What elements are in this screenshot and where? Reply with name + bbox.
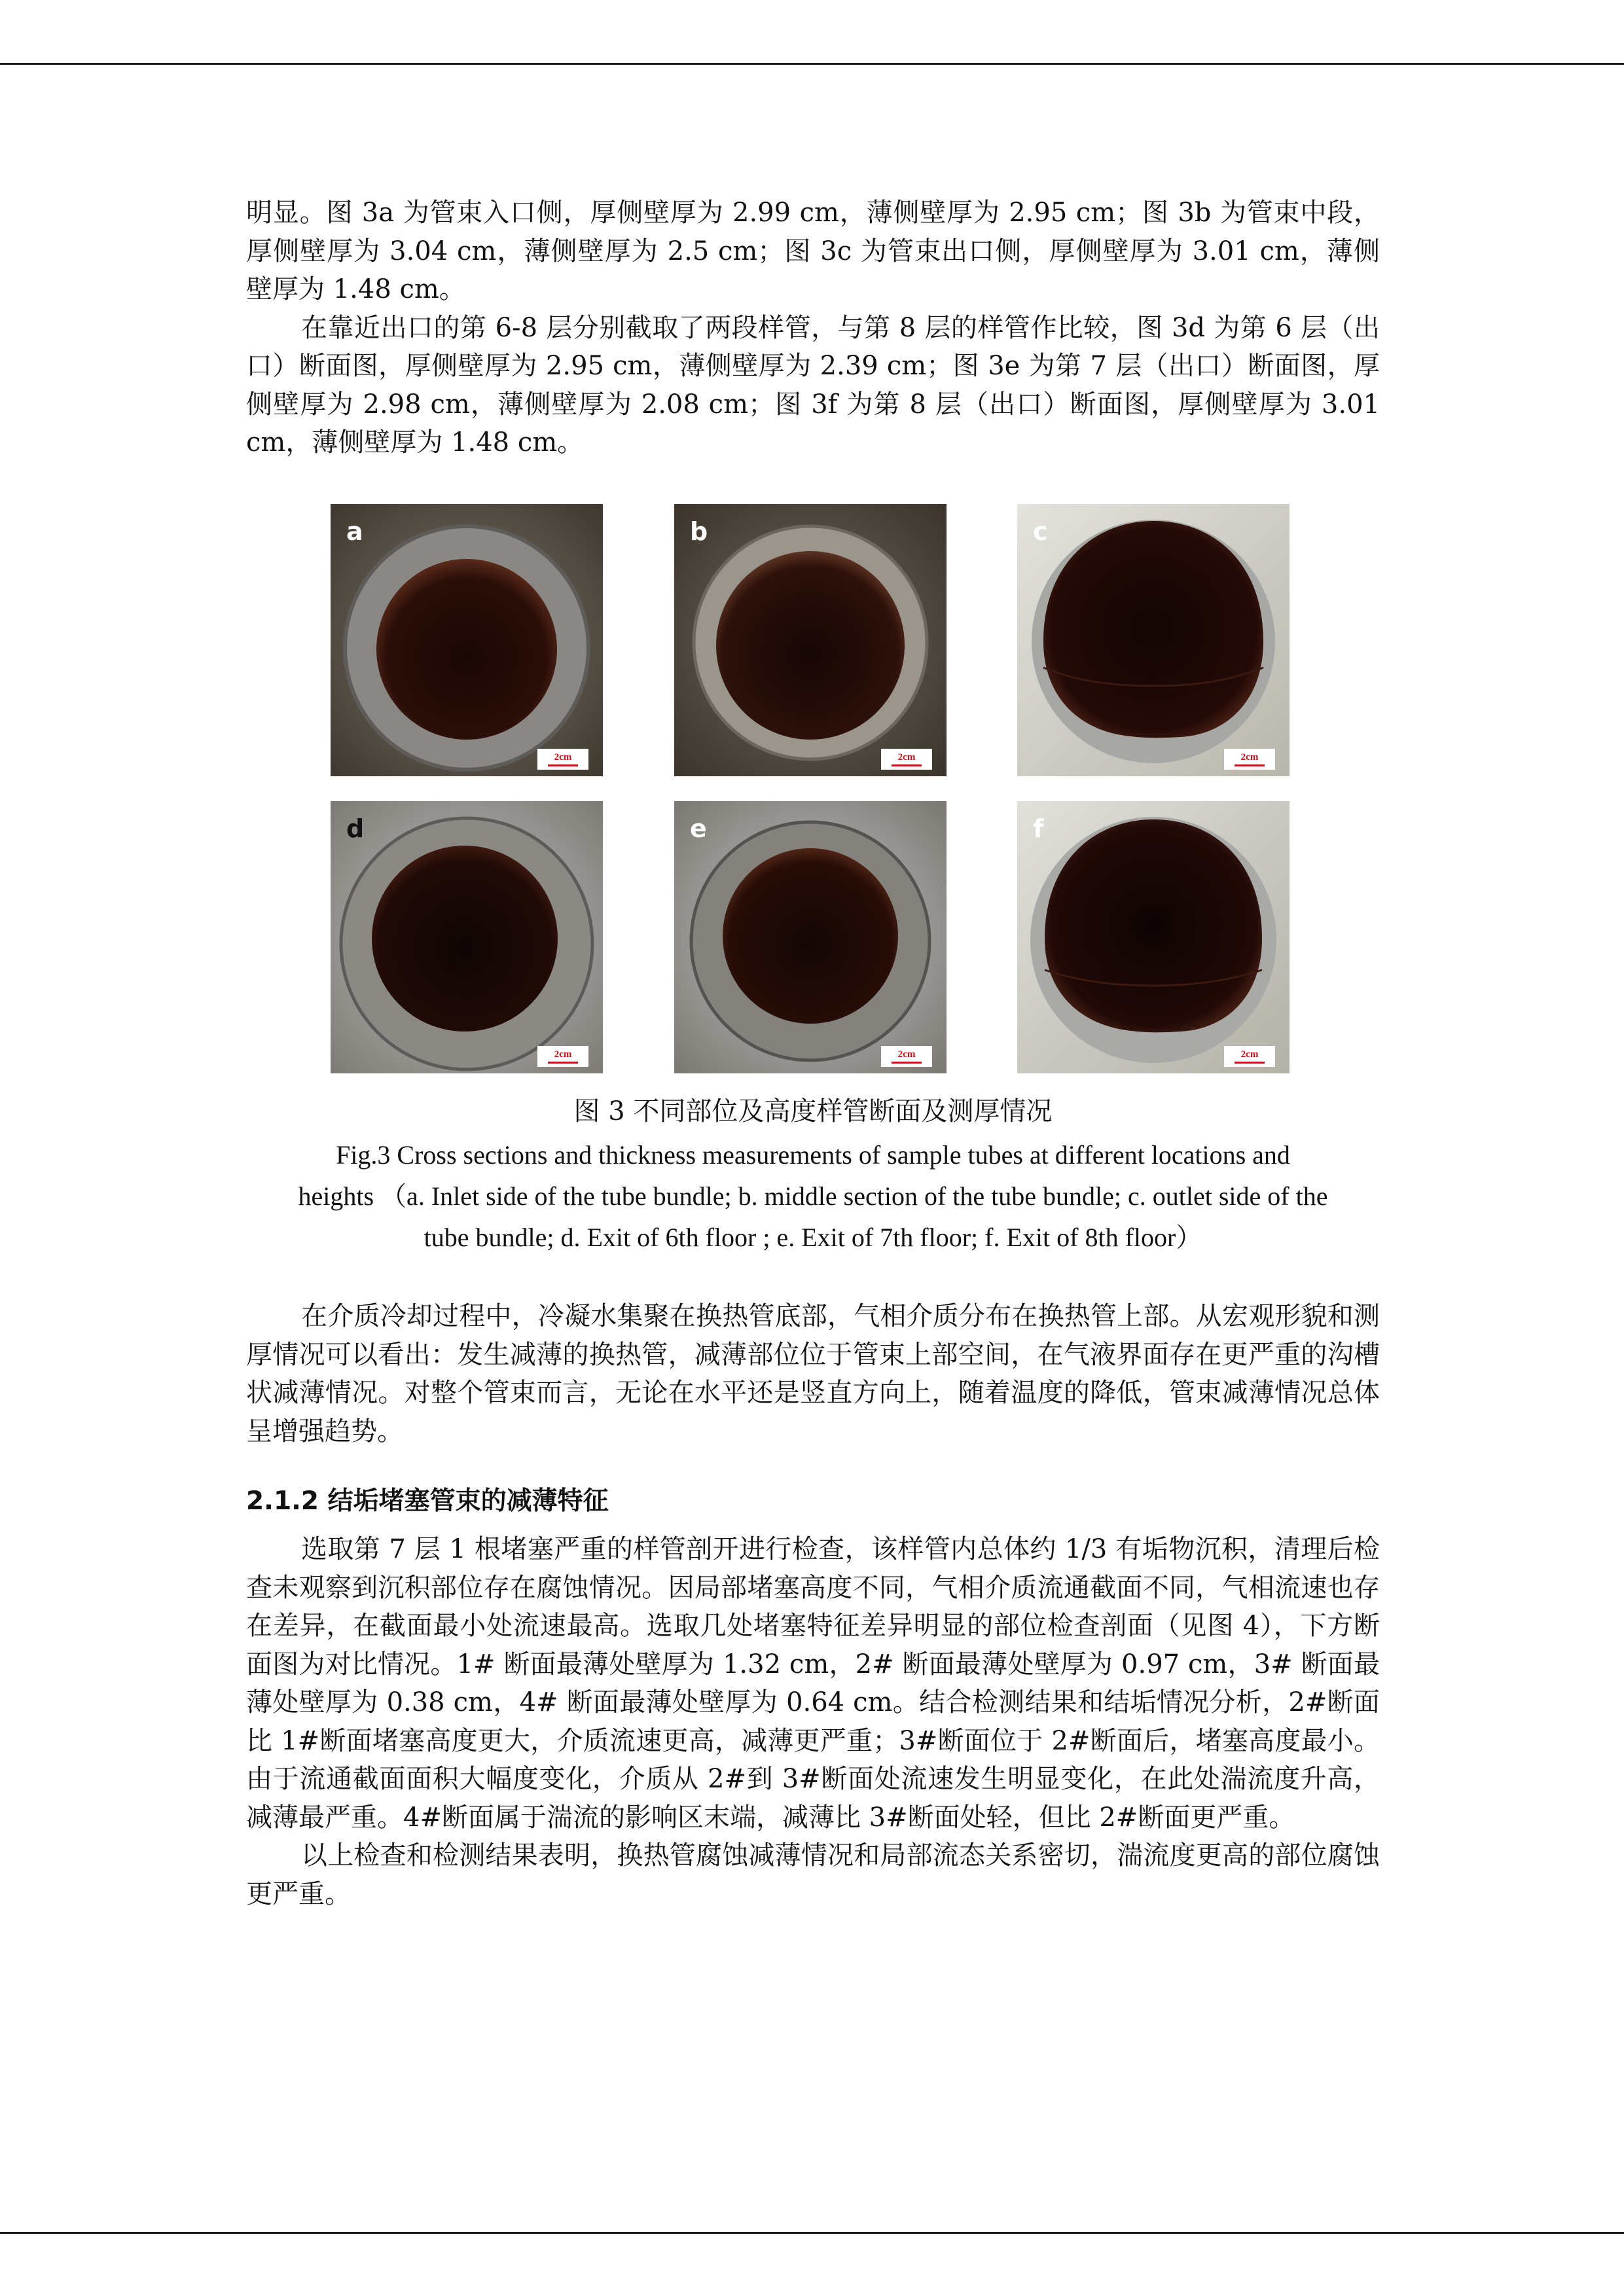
scale-bar-c: 2cm: [1224, 749, 1275, 770]
caption-en-line-1: Fig.3 Cross sections and thickness measurements of sample tubes at different locations and: [336, 1140, 1290, 1170]
paragraph-3abc: 明显。图 3a 为管束入口侧，厚侧壁厚为 2.99 cm，薄侧壁厚为 2.95 cm；图 3b 为管束中段，厚侧壁厚为 3.04 cm，薄侧壁厚为 2.5 cm；图 3c 为管束出口侧，厚侧壁厚为 3.01 cm，薄侧壁厚为 1.48 cm。: [246, 198, 1380, 304]
panel-e: [674, 801, 947, 1073]
scale-bar-b: 2cm: [881, 749, 932, 770]
footer-rule: [0, 2232, 1624, 2234]
figure-caption-cn: 图 3 不同部位及高度样管断面及测厚情况: [573, 1096, 1053, 1126]
panel-label-e: e: [690, 814, 707, 843]
paragraph-conclusion: 以上检查和检测结果表明，换热管腐蚀减薄情况和局部流态关系密切，湍流度更高的部位腐蚀更严重。: [246, 1840, 1380, 1909]
body-text-top: [246, 194, 1380, 462]
panel-label-c: c: [1033, 517, 1048, 546]
body-text-bottom: [246, 1530, 1380, 1913]
panel-b: [674, 504, 947, 776]
header-rule: [0, 63, 1624, 65]
scale-bar-e: 2cm: [881, 1046, 932, 1067]
panel-c: [1017, 504, 1290, 776]
panel-f: [1017, 801, 1290, 1073]
section-heading: 2.1.2 结垢堵塞管束的减薄特征: [246, 1486, 609, 1516]
scale-bar-a: 2cm: [537, 749, 588, 770]
scale-bar-f: 2cm: [1224, 1046, 1275, 1067]
panel-label-a: a: [346, 517, 363, 546]
figure-caption-en: [246, 1134, 1380, 1258]
scale-bar-d: 2cm: [537, 1046, 588, 1067]
panel-label-b: b: [690, 517, 708, 546]
paragraph-blockage: 选取第 7 层 1 根堵塞严重的样管剖开进行检查，该样管内总体约 1/3 有垢物沉积，清理后检查未观察到沉积部位存在腐蚀情况。因局部堵塞高度不同，气相介质流通截面不同，气相流速也存在差异，在截面最小处流速最高。选取几处堵塞特征差异明显的部位检查剖面（见图 4），下方断面图为对比情况。1# 断面最薄处壁厚为 1.32 cm，2# 断面最薄处壁厚为 0.97 cm，3# 断面最薄处壁厚为 0.38 cm，4# 断面最薄处壁厚为 0.64 cm。结合检测结果和结垢情况分析，2#断面比 1#断面堵塞高度更大，介质流速更高，减薄更严重；3#断面位于 2#断面后，堵塞高度最小。由于流通截面面积大幅度变化，介质从 2#到 3#断面处流速发生明显变化，在此处湍流度升高，减薄最严重。4#断面属于湍流的影响区末端，减薄比 3#断面处轻，但比 2#断面更严重。: [246, 1534, 1380, 1833]
caption-en-line-2: heights （a. Inlet side of the tube bundle; b. middle section of the tube bundle; c. outlet side of the: [298, 1181, 1328, 1211]
panel-label-d: d: [346, 814, 365, 843]
paragraph-3def: 在靠近出口的第 6-8 层分别截取了两段样管，与第 8 层的样管作比较，图 3d 为第 6 层（出口）断面图，厚侧壁厚为 2.95 cm，薄侧壁厚为 2.39 cm；图 3e 为第 7 层（出口）断面图，厚侧壁厚为 2.98 cm，薄侧壁厚为 2.08 cm；图 3f 为第 8 层（出口）断面图，厚侧壁厚为 3.01 cm，薄侧壁厚为 1.48 cm。: [246, 312, 1380, 457]
panel-label-f: f: [1033, 814, 1044, 843]
panel-a: [331, 504, 603, 776]
paragraph-analysis: 在介质冷却过程中，冷凝水集聚在换热管底部，气相介质分布在换热管上部。从宏观形貌和测厚情况可以看出：发生减薄的换热管，减薄部位位于管束上部空间，在气液界面存在更严重的沟槽状减薄情况。对整个管束而言，无论在水平还是竖直方向上，随着温度的降低，管束减薄情况总体呈增强趋势。: [246, 1301, 1380, 1446]
figure-3: [331, 504, 1290, 1073]
panel-d: [331, 801, 603, 1073]
caption-en-line-3: tube bundle; d. Exit of 6th floor ; e. Exit of 7th floor; f. Exit of 8th floor）: [424, 1223, 1202, 1252]
body-text-middle: [246, 1297, 1380, 1450]
